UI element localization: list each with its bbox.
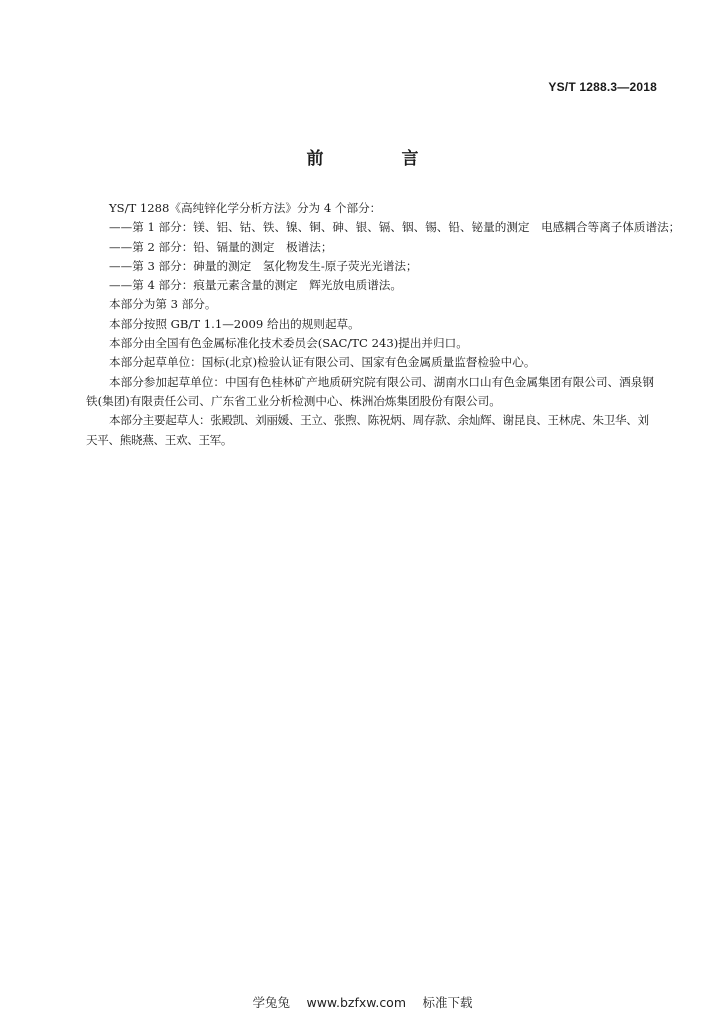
- list-item-part-3: ——第 3 部分：砷量的测定 氢化物发生-原子荧光光谱法；: [109, 258, 418, 273]
- standard-code: YS/T 1288.3—2018: [548, 80, 657, 94]
- paragraph-main-drafters: 本部分主要起草人：张殿凯、刘丽媛、王立、张煦、陈祝炳、周存款、余灿辉、谢昆良、王林虎、朱卫华、刘天平、熊晓燕、王欢、王军。: [86, 413, 649, 447]
- paragraph-drafting-rules: 本部分按照 GB/T 1.1—2009 给出的规则起草。: [109, 316, 360, 331]
- paragraph-intro: YS/T 1288《高纯锌化学分析方法》分为 4 个部分：: [109, 201, 382, 215]
- paragraph-drafting-unit: 本部分起草单位：国标(北京)检验认证有限公司、国家有色金属质量监督检验中心。: [109, 355, 536, 370]
- list-item-part-1: ——第 1 部分：镁、铝、钴、铁、镍、铜、砷、银、镉、铟、锡、铅、铋量的测定 电感耦合等离子体质谱法；: [109, 220, 681, 235]
- paragraph-proposed-by: 本部分由全国有色金属标准化技术委员会(SAC/TC 243)提出并归口。: [109, 336, 468, 351]
- paragraph-this-part: 本部分为第 3 部分。: [109, 297, 217, 312]
- list-item-part-2: ——第 2 部分：铅、镉量的测定 极谱法；: [109, 239, 333, 254]
- footer-watermark: 学兔兔 www.bzfxw.com 标准下载: [252, 995, 473, 1010]
- list-item-part-4: ——第 4 部分：痕量元素含量的测定 辉光放电质谱法。: [109, 278, 402, 293]
- foreword-body: [86, 199, 681, 450]
- paragraph-participating-units: 本部分参加起草单位：中国有色桂林矿产地质研究院有限公司、湖南水口山有色金属集团有限公司、酒泉钢铁(集团)有限责任公司、广东省工业分析检测中心、株洲冶炼集团股份有限公司。: [86, 374, 654, 408]
- page-title: 前 言: [306, 149, 455, 169]
